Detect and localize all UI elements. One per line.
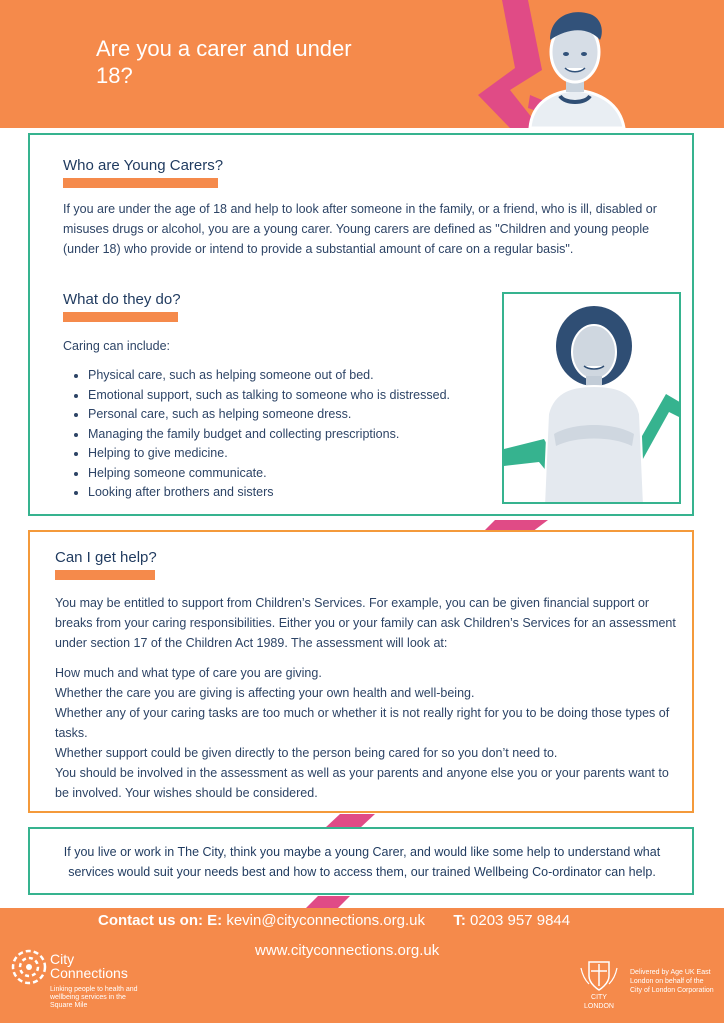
young-woman-photo	[502, 292, 681, 504]
heading-underline	[63, 312, 178, 322]
assessment-line: Whether any of your caring tasks are too much or whether it is not really right for you to be doing those types of tasks.	[55, 706, 670, 740]
young-woman-photo-icon	[504, 294, 681, 504]
list-item: • Helping to give medicine.	[88, 444, 518, 464]
logo-name-2: Connections	[50, 965, 128, 981]
assessment-line: How much and what type of care you are giving.	[55, 666, 322, 680]
list-item: • Physical care, such as helping someone out of bed.	[88, 366, 518, 386]
list-item: • Personal care, such as helping someone dress.	[88, 405, 518, 425]
what-intro: Caring can include:	[63, 339, 171, 353]
email-label: E:	[207, 912, 223, 929]
assessment-lines	[55, 663, 685, 803]
phone-label: T:	[453, 912, 466, 929]
city-info-text: If you live or work in The City, think you maybe a young Carer, and would like some help to understand what services would suit your needs best and how to access them, our trained Wellbeing Co-ordinator can help.	[63, 845, 661, 879]
city-logo-line-2: LONDON	[584, 1003, 614, 1010]
contact-line	[98, 912, 570, 929]
assessment-line: You should be involved in the assessment as well as your parents and anyone else you or your parents want to be involved. Your wishes should be considered.	[55, 766, 669, 800]
logo-tagline: Linking people to health and wellbeing services in the Square Mile	[50, 986, 138, 1009]
help-heading: Can I get help?	[55, 549, 157, 566]
list-item: • Managing the family budget and collecting prescriptions.	[88, 425, 518, 445]
delivered-by-text: Delivered by Age UK East London on behalf of the City of London Corporation	[630, 969, 714, 994]
list-item: • Helping someone communicate.	[88, 464, 518, 484]
help-body: You may be entitled to support from Children’s Services. For example, you can be given financial support or breaks from your caring responsibilities. Either you or your family can ask Children’s Services for an assessment under section 17 of the Children Act 1989. The assessment will look at:	[55, 596, 676, 650]
page-title: Are you a carer and under 18?	[96, 36, 352, 88]
city-of-london-logo	[574, 958, 624, 1018]
website-link[interactable]: www.cityconnections.org.uk	[255, 942, 440, 959]
who-heading: Who are Young Carers?	[63, 157, 224, 174]
email-link[interactable]: kevin@cityconnections.org.uk	[226, 912, 425, 929]
caring-list	[66, 366, 518, 503]
contact-label: Contact us on:	[98, 912, 203, 929]
city-logo-line-1: CITY	[591, 994, 607, 1001]
logo-name-1: City	[50, 951, 75, 967]
what-heading: What do they do?	[63, 291, 181, 308]
heading-underline	[55, 570, 155, 580]
crest-icon	[579, 958, 619, 992]
phone-link[interactable]: 0203 957 9844	[470, 912, 571, 929]
who-body: If you are under the age of 18 and help to look after someone in the family, or a friend, who is ill, disabled or misuses drugs or alcohol, you are a young carer. Young carers are defined as "Children and young people (under 18) who provide or intend to provide a substantial amount of care on a regular basis".	[63, 202, 657, 256]
list-item: • Emotional support, such as talking to someone who is distressed.	[88, 386, 518, 406]
assessment-line: Whether support could be given directly to the person being cared for so you don’t need to.	[55, 746, 558, 760]
assessment-line: Whether the care you are giving is affecting your own health and well-being.	[55, 686, 475, 700]
list-item: • Looking after brothers and sisters	[88, 483, 518, 503]
young-man-photo-icon	[520, 4, 630, 128]
heading-underline	[63, 178, 218, 188]
city-connections-logo	[10, 948, 160, 1018]
city-connections-logo-icon	[10, 948, 48, 986]
header-banner	[0, 0, 724, 128]
